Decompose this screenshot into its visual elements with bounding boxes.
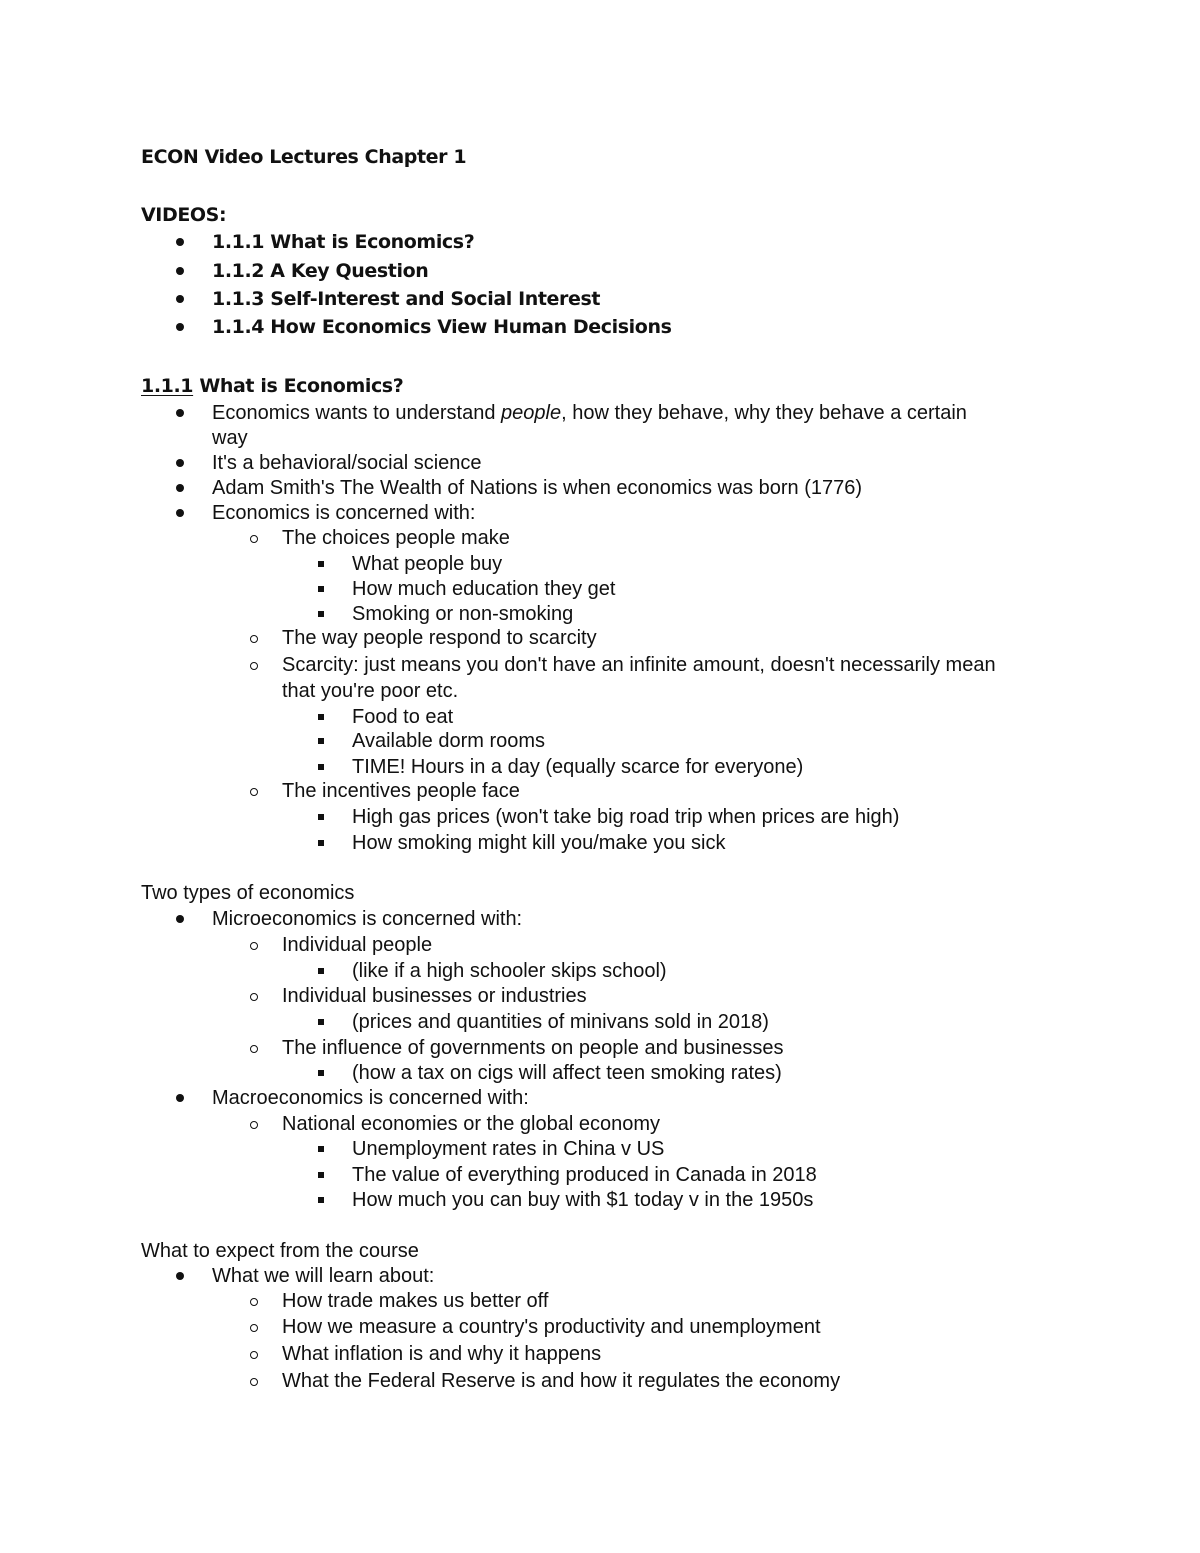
square-bullet-icon bbox=[318, 561, 324, 567]
sub-list-item: How trade makes us better off bbox=[282, 1290, 549, 1312]
section-number: 1.1.1 bbox=[141, 375, 194, 397]
sub-sub-list-item: The value of everything produced in Canada in 2018 bbox=[352, 1164, 817, 1186]
sub-sub-list-item: How smoking might kill you/make you sick bbox=[352, 832, 726, 854]
bullet-icon bbox=[176, 267, 184, 275]
bullet-icon bbox=[176, 484, 184, 492]
bullet-icon bbox=[176, 409, 184, 417]
sub-list-item: Scarcity: just means you don't have an infinite amount, doesn't necessarily mean bbox=[282, 654, 996, 676]
sub-sub-list-item: (how a tax on cigs will affect teen smoking rates) bbox=[352, 1062, 782, 1084]
sub-list-item: Individual people bbox=[282, 934, 433, 956]
circle-bullet-icon bbox=[250, 942, 258, 950]
circle-bullet-icon bbox=[250, 1045, 258, 1053]
section-heading-expect: What to expect from the course bbox=[141, 1240, 419, 1262]
square-bullet-icon bbox=[318, 586, 324, 592]
video-item-4: 1.1.4 How Economics View Human Decisions bbox=[212, 316, 672, 338]
sub-list-item: What the Federal Reserve is and how it regulates the economy bbox=[282, 1370, 841, 1392]
circle-bullet-icon bbox=[250, 1351, 258, 1359]
square-bullet-icon bbox=[318, 1146, 324, 1152]
circle-bullet-icon bbox=[250, 993, 258, 1001]
bullet-icon bbox=[176, 915, 184, 923]
sub-list-item: The influence of governments on people and businesses bbox=[282, 1037, 784, 1059]
sub-list-item-continuation: that you're poor etc. bbox=[282, 680, 459, 702]
square-bullet-icon bbox=[318, 1070, 324, 1076]
square-bullet-icon bbox=[318, 968, 324, 974]
square-bullet-icon bbox=[318, 764, 324, 770]
sub-list-item: Individual businesses or industries bbox=[282, 985, 587, 1007]
bullet-icon bbox=[176, 1272, 184, 1280]
circle-bullet-icon bbox=[250, 1324, 258, 1332]
section-heading-1-1-1 bbox=[141, 374, 403, 398]
document-title: ECON Video Lectures Chapter 1 bbox=[141, 146, 467, 168]
bullet-icon bbox=[176, 295, 184, 303]
square-bullet-icon bbox=[318, 611, 324, 617]
circle-bullet-icon bbox=[250, 662, 258, 670]
sub-sub-list-item: Available dorm rooms bbox=[352, 730, 546, 752]
circle-bullet-icon bbox=[250, 535, 258, 543]
sub-sub-list-item: High gas prices (won't take big road trip when prices are high) bbox=[352, 806, 900, 828]
sub-list-item: The way people respond to scarcity bbox=[282, 627, 597, 649]
section-title: What is Economics? bbox=[193, 375, 404, 397]
sub-sub-list-item: Smoking or non-smoking bbox=[352, 603, 574, 625]
sub-list-item: National economies or the global economy bbox=[282, 1113, 660, 1135]
video-item-3: 1.1.3 Self-Interest and Social Interest bbox=[212, 288, 601, 310]
square-bullet-icon bbox=[318, 738, 324, 744]
section-heading-types: Two types of economics bbox=[141, 882, 355, 904]
sub-sub-list-item: How much education they get bbox=[352, 578, 616, 600]
circle-bullet-icon bbox=[250, 635, 258, 643]
sub-list-item: The incentives people face bbox=[282, 780, 520, 802]
square-bullet-icon bbox=[318, 840, 324, 846]
circle-bullet-icon bbox=[250, 1298, 258, 1306]
square-bullet-icon bbox=[318, 1172, 324, 1178]
list-item: Economics wants to understand people, how they behave, why they behave a certain bbox=[212, 402, 967, 424]
bullet-icon bbox=[176, 459, 184, 467]
bullet-icon bbox=[176, 323, 184, 331]
video-item-1: 1.1.1 What is Economics? bbox=[212, 231, 475, 253]
sub-sub-list-item: (like if a high schooler skips school) bbox=[352, 960, 667, 982]
square-bullet-icon bbox=[318, 1197, 324, 1203]
bullet-icon bbox=[176, 509, 184, 517]
list-item: It's a behavioral/social science bbox=[212, 452, 482, 474]
sub-list-item: What inflation is and why it happens bbox=[282, 1343, 602, 1365]
list-item: Macroeconomics is concerned with: bbox=[212, 1087, 529, 1109]
sub-sub-list-item: Food to eat bbox=[352, 706, 454, 728]
bullet-icon bbox=[176, 238, 184, 246]
sub-sub-list-item: Unemployment rates in China v US bbox=[352, 1138, 665, 1160]
sub-sub-list-item: What people buy bbox=[352, 553, 503, 575]
bullet-icon bbox=[176, 1094, 184, 1102]
sub-sub-list-item: How much you can buy with $1 today v in the 1950s bbox=[352, 1189, 814, 1211]
list-item: Adam Smith's The Wealth of Nations is when economics was born (1776) bbox=[212, 477, 863, 499]
sub-list-item: How we measure a country's productivity and unemployment bbox=[282, 1316, 821, 1338]
video-item-2: 1.1.2 A Key Question bbox=[212, 260, 429, 282]
list-item: What we will learn about: bbox=[212, 1265, 435, 1287]
sub-sub-list-item: (prices and quantities of minivans sold in 2018) bbox=[352, 1011, 769, 1033]
square-bullet-icon bbox=[318, 714, 324, 720]
sub-list-item: The choices people make bbox=[282, 527, 510, 549]
list-item: Microeconomics is concerned with: bbox=[212, 908, 523, 930]
circle-bullet-icon bbox=[250, 1121, 258, 1129]
sub-sub-list-item: TIME! Hours in a day (equally scarce for everyone) bbox=[352, 756, 804, 778]
square-bullet-icon bbox=[318, 1019, 324, 1025]
list-item-continuation: way bbox=[212, 427, 248, 449]
emphasis-text: people bbox=[501, 402, 562, 424]
videos-heading: VIDEOS: bbox=[141, 204, 227, 226]
circle-bullet-icon bbox=[250, 1378, 258, 1386]
square-bullet-icon bbox=[318, 814, 324, 820]
list-item: Economics is concerned with: bbox=[212, 502, 476, 524]
circle-bullet-icon bbox=[250, 788, 258, 796]
